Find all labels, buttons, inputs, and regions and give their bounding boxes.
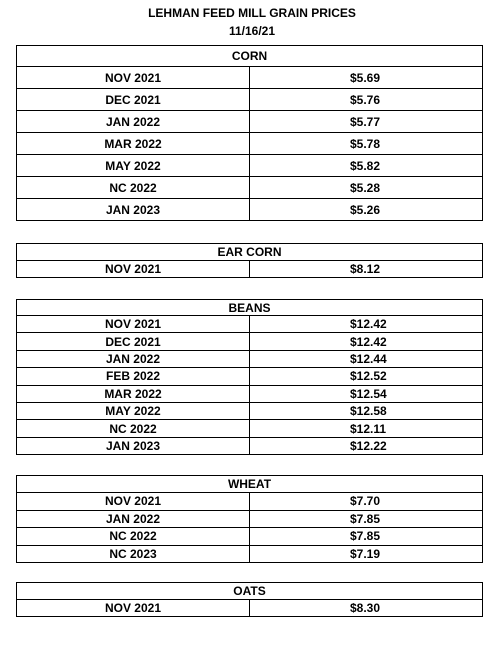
contract-month: DEC 2021 bbox=[17, 333, 250, 350]
contract-month: JAN 2023 bbox=[17, 199, 250, 221]
grain-name: WHEAT bbox=[17, 476, 483, 493]
table-row bbox=[17, 261, 483, 278]
price-value: $5.77 bbox=[250, 111, 483, 133]
price-table-corn bbox=[16, 45, 483, 221]
price-value: $5.76 bbox=[250, 89, 483, 111]
price-value: $12.11 bbox=[250, 420, 483, 437]
contract-month: NOV 2021 bbox=[17, 261, 250, 278]
price-value: $5.69 bbox=[250, 67, 483, 89]
grain-name: EAR CORN bbox=[17, 244, 483, 261]
contract-month: JAN 2023 bbox=[17, 437, 250, 454]
table-row bbox=[17, 368, 483, 385]
table-row bbox=[17, 333, 483, 350]
price-value: $5.82 bbox=[250, 155, 483, 177]
price-value: $7.85 bbox=[250, 510, 483, 528]
price-value: $12.52 bbox=[250, 368, 483, 385]
contract-month: NC 2022 bbox=[17, 177, 250, 199]
price-value: $8.12 bbox=[250, 261, 483, 278]
price-date: 11/16/21 bbox=[228, 24, 276, 38]
table-row bbox=[17, 510, 483, 528]
table-row bbox=[17, 385, 483, 402]
price-value: $7.85 bbox=[250, 528, 483, 546]
contract-month: NOV 2021 bbox=[17, 600, 250, 617]
price-value: $12.42 bbox=[250, 316, 483, 333]
table-header-row bbox=[17, 583, 483, 600]
table-row bbox=[17, 316, 483, 333]
contract-month: NOV 2021 bbox=[17, 493, 250, 511]
table-row bbox=[17, 177, 483, 199]
price-value: $8.30 bbox=[250, 600, 483, 617]
table-row bbox=[17, 437, 483, 454]
price-table-wheat bbox=[16, 475, 483, 563]
table-row bbox=[17, 493, 483, 511]
contract-month: JAN 2022 bbox=[17, 111, 250, 133]
contract-month: DEC 2021 bbox=[17, 89, 250, 111]
table-row bbox=[17, 199, 483, 221]
table-header-row bbox=[17, 46, 483, 67]
table-row bbox=[17, 600, 483, 617]
price-value: $5.78 bbox=[250, 133, 483, 155]
price-table-ear-corn bbox=[16, 243, 483, 278]
page-title: LEHMAN FEED MILL GRAIN PRICES bbox=[148, 6, 356, 20]
price-table-oats bbox=[16, 582, 483, 617]
price-value: $12.44 bbox=[250, 350, 483, 367]
table-row bbox=[17, 67, 483, 89]
contract-month: JAN 2022 bbox=[17, 510, 250, 528]
table-row bbox=[17, 111, 483, 133]
table-header-row bbox=[17, 244, 483, 261]
grain-name: OATS bbox=[17, 583, 483, 600]
price-value: $12.22 bbox=[250, 437, 483, 454]
grain-name: BEANS bbox=[17, 300, 483, 316]
price-value: $12.58 bbox=[250, 402, 483, 419]
table-row bbox=[17, 133, 483, 155]
table-header-row bbox=[17, 476, 483, 493]
grain-name: CORN bbox=[17, 46, 483, 67]
contract-month: NC 2022 bbox=[17, 528, 250, 546]
contract-month: NC 2023 bbox=[17, 545, 250, 563]
contract-month: NOV 2021 bbox=[17, 316, 250, 333]
price-value: $12.42 bbox=[250, 333, 483, 350]
price-value: $5.26 bbox=[250, 199, 483, 221]
table-row bbox=[17, 155, 483, 177]
table-row bbox=[17, 350, 483, 367]
price-value: $5.28 bbox=[250, 177, 483, 199]
contract-month: NC 2022 bbox=[17, 420, 250, 437]
table-row bbox=[17, 402, 483, 419]
table-row bbox=[17, 528, 483, 546]
contract-month: MAR 2022 bbox=[17, 133, 250, 155]
contract-month: NOV 2021 bbox=[17, 67, 250, 89]
price-value: $12.54 bbox=[250, 385, 483, 402]
table-row bbox=[17, 420, 483, 437]
table-row bbox=[17, 89, 483, 111]
contract-month: FEB 2022 bbox=[17, 368, 250, 385]
price-value: $7.19 bbox=[250, 545, 483, 563]
price-table-beans bbox=[16, 299, 483, 455]
contract-month: JAN 2022 bbox=[17, 350, 250, 367]
contract-month: MAY 2022 bbox=[17, 402, 250, 419]
contract-month: MAR 2022 bbox=[17, 385, 250, 402]
table-row bbox=[17, 545, 483, 563]
table-header-row bbox=[17, 300, 483, 316]
price-value: $7.70 bbox=[250, 493, 483, 511]
contract-month: MAY 2022 bbox=[17, 155, 250, 177]
